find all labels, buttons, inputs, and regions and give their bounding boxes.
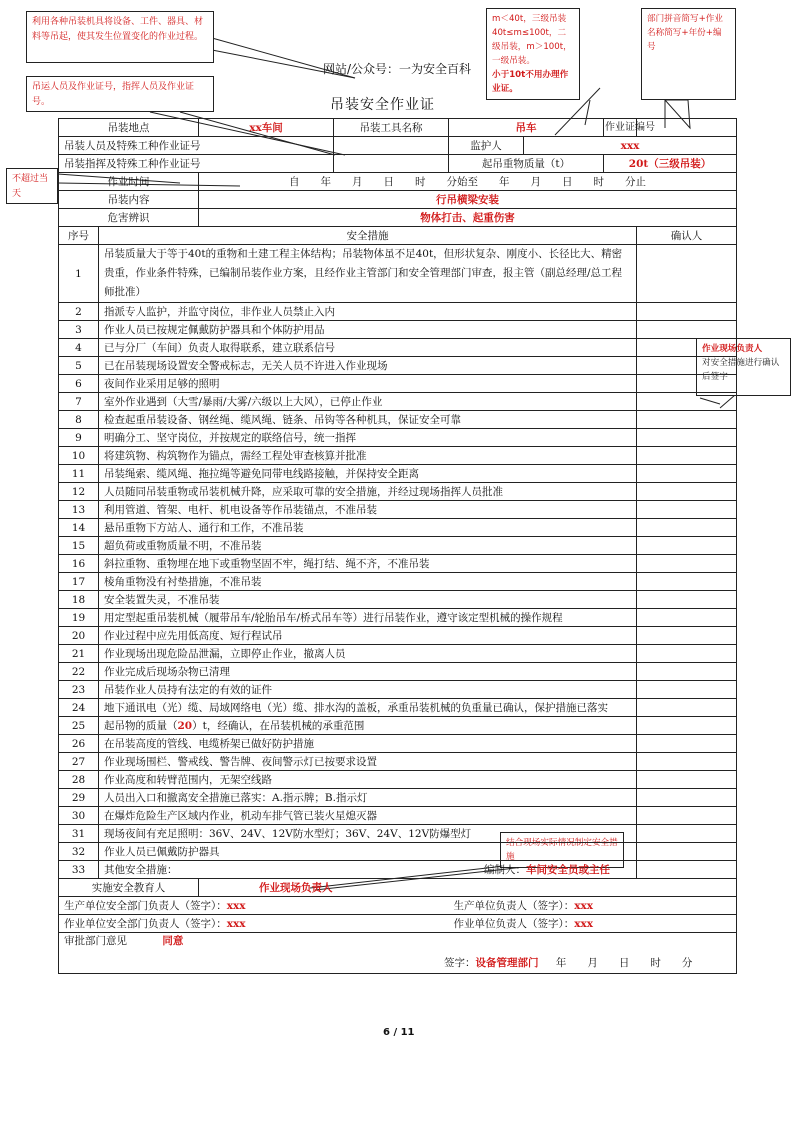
measure-row — [59, 357, 737, 375]
measure-number: 15 — [59, 537, 99, 555]
measure-confirm — [637, 591, 737, 609]
callout-personnel — [26, 76, 214, 112]
operation-head-sign — [449, 915, 737, 933]
measure-row — [59, 303, 737, 321]
content-label: 吊装内容 — [59, 191, 199, 209]
measure-number: 32 — [59, 843, 99, 861]
measure-confirm — [637, 681, 737, 699]
measure-text: 利用管道、管架、电杆、机电设备等作吊装锚点，不准吊装 — [99, 501, 637, 519]
measure-confirm — [637, 429, 737, 447]
measure-text: 用定型起重吊装机械（履带吊车/轮胎吊车/桥式吊车等）进行吊装作业，遵守该定型机械的操作规程 — [99, 609, 637, 627]
measure-number: 19 — [59, 609, 99, 627]
measure-confirm — [637, 735, 737, 753]
measure-row — [59, 699, 737, 717]
operation-safety-label: 作业单位安全部门负责人（签字）： — [64, 917, 227, 930]
measure-text: 超负荷或重物质量不明，不准吊装 — [99, 537, 637, 555]
measure-number: 5 — [59, 357, 99, 375]
measure-row — [59, 771, 737, 789]
measure-row — [59, 429, 737, 447]
measure-text: 作业过程中应先用低高度、短行程试吊 — [99, 627, 637, 645]
measure-text — [99, 717, 637, 735]
production-safety-sign — [59, 897, 449, 915]
measure-number: 1 — [59, 245, 99, 303]
col-measure-header: 安全措施 — [99, 227, 637, 245]
measure-number: 20 — [59, 627, 99, 645]
measure-text: 斜拉重物、重物埋在地下或重物坚固不牢，绳打结、绳不齐，不准吊装 — [99, 555, 637, 573]
weight-value: 20t（三级吊装） — [604, 155, 737, 173]
measure-text-pre: 起吊物的质量（ — [104, 719, 178, 732]
tool-label: 吊装工具名称 — [334, 119, 449, 137]
operation-safety-value: xxx — [226, 917, 246, 930]
measure-number: 12 — [59, 483, 99, 501]
measure-row — [59, 393, 737, 411]
callout-lift-grade — [486, 8, 580, 100]
measure-confirm — [637, 339, 737, 357]
col-no-header: 序号 — [59, 227, 99, 245]
compiler-value: 车间安全员或主任 — [526, 863, 610, 876]
measure-text: 悬吊重物下方站人、通行和工作，不准吊装 — [99, 519, 637, 537]
education-label: 实施安全教育人 — [59, 879, 199, 897]
measure-number: 13 — [59, 501, 99, 519]
measure-row — [59, 645, 737, 663]
measure-number: 26 — [59, 735, 99, 753]
measure-text: 吊装绳索、缆风绳、拖拉绳等避免同带电线路接触，并保持安全距离 — [99, 465, 637, 483]
measure-number: 3 — [59, 321, 99, 339]
hazard-label: 危害辨识 — [59, 209, 199, 227]
measure-number: 21 — [59, 645, 99, 663]
measure-text: 作业现场出现危险品泄漏，立即停止作业，撤离人员 — [99, 645, 637, 663]
page-number: 6 / 11 — [383, 1027, 415, 1038]
measure-row — [59, 573, 737, 591]
row-education — [59, 879, 737, 897]
callout-cert-number — [641, 8, 736, 100]
measure-text: 作业完成后现场杂物已清理 — [99, 663, 637, 681]
measure-text: 人员出入口和撤离安全措施已落实：A.指示牌；B.指示灯 — [99, 789, 637, 807]
row-sign-operation — [59, 915, 737, 933]
measure-number: 7 — [59, 393, 99, 411]
production-safety-value: xxx — [226, 899, 246, 912]
location-label: 吊装地点 — [59, 119, 199, 137]
callout-definition-text: 利用各种吊装机具将设备、工件、器具、材料等吊起，使其发生位置变化的作业过程。 — [32, 17, 204, 42]
measure-text: 吊装作业人员持有法定的有效的证件 — [99, 681, 637, 699]
measure-confirm — [637, 627, 737, 645]
measure-number: 31 — [59, 825, 99, 843]
measure-number: 2 — [59, 303, 99, 321]
website-label: 网站/公众号：一为安全百科 — [323, 62, 472, 76]
measure-text: 检查起重吊装设备、钢丝绳、缆风绳、链条、吊钩等各种机具，保证安全可靠 — [99, 411, 637, 429]
measure-row — [59, 861, 737, 879]
measure-confirm — [637, 573, 737, 591]
measure-text-post: ）t，经确认，在吊装机械的承重范围 — [192, 719, 365, 732]
measure-text: 在爆炸危险生产区域内作业，机动车排气管已装火星熄灭器 — [99, 807, 637, 825]
approval-value: 同意 — [162, 935, 184, 947]
measure-text-other: 其他安全措施： — [104, 863, 178, 876]
measure-number: 29 — [59, 789, 99, 807]
measure-text: 将建筑物、构筑物作为锚点，需经工程处审查核算并批准 — [99, 447, 637, 465]
row-measures-header — [59, 227, 737, 245]
measure-confirm — [637, 825, 737, 843]
measure-number: 9 — [59, 429, 99, 447]
measure-text: 吊装质量大于等于40t的重物和土建工程主体结构；吊装物体虽不足40t，但形状复杂、刚度小、长径比大、精密贵重，作业条件特殊，已编制吊装作业方案，且经作业主管部门和安全管理部门审查，报主管（副总经理/总工程师批准） — [99, 245, 637, 303]
measure-text: 现场夜间有充足照明：36V、24V、12V防水型灯；36V、24V、12V防爆型灯 — [99, 825, 637, 843]
measure-text — [99, 861, 637, 879]
measure-number: 16 — [59, 555, 99, 573]
callout-lift-grade-note: 小于10t不用办理作业证。 — [492, 70, 569, 94]
measure-row — [59, 789, 737, 807]
measure-row — [59, 483, 737, 501]
callout-site-leader-title: 作业现场负责人 — [702, 344, 763, 354]
callout-time-limit-text: 不超过当天 — [12, 174, 49, 199]
measure-confirm — [637, 465, 737, 483]
weight-label: 起吊重物质量（t） — [449, 155, 604, 173]
compiler-label: 编制人： — [484, 863, 526, 876]
education-value: 作业现场负责人 — [199, 879, 737, 897]
measure-row — [59, 591, 737, 609]
approval-date: 年 月 日 时 分 — [555, 957, 693, 969]
callout-definition — [26, 11, 214, 63]
measure-row — [59, 375, 737, 393]
callout-other-measures-text: 结合现场实际情况制定安全措施 — [506, 838, 618, 862]
measure-row — [59, 501, 737, 519]
measure-confirm — [637, 447, 737, 465]
measure-confirm — [637, 861, 737, 879]
measure-number: 33 — [59, 861, 99, 879]
commander-label: 吊装指挥及特殊工种作业证号 — [59, 155, 334, 173]
measure-weight-value: 20 — [177, 719, 193, 732]
measure-row — [59, 555, 737, 573]
production-head-label: 生产单位负责人（签字）： — [453, 899, 575, 912]
measure-row — [59, 735, 737, 753]
measure-text: 地下通讯电（光）缆、局域网络电（光）缆、排水沟的盖板，承重吊装机械的负重量已确认，保护措施已落实 — [99, 699, 637, 717]
measure-row — [59, 245, 737, 303]
hazard-value: 物体打击、起重伤害 — [199, 209, 737, 227]
measure-row — [59, 681, 737, 699]
measure-confirm — [637, 717, 737, 735]
callout-cert-number-text: 部门拼音简写+作业名称简写+年份+编号 — [647, 14, 723, 52]
measure-confirm — [637, 393, 737, 411]
row-sign-production — [59, 897, 737, 915]
measure-row — [59, 537, 737, 555]
measure-text: 已与分厂（车间）负责人取得联系，建立联系信号 — [99, 339, 637, 357]
measure-row — [59, 663, 737, 681]
measure-confirm — [637, 245, 737, 303]
row-content — [59, 191, 737, 209]
measure-confirm — [637, 843, 737, 861]
measure-row — [59, 717, 737, 735]
measure-confirm — [637, 807, 737, 825]
operation-head-label: 作业单位负责人（签字）： — [453, 917, 575, 930]
measure-confirm — [637, 375, 737, 393]
measure-number: 28 — [59, 771, 99, 789]
content-value: 行吊横梁安装 — [199, 191, 737, 209]
measure-row — [59, 843, 737, 861]
row-approval — [59, 933, 737, 974]
measure-row — [59, 321, 737, 339]
measure-row — [59, 411, 737, 429]
measure-text: 作业人员已佩戴防护器具 — [99, 843, 637, 861]
row-operator — [59, 137, 737, 155]
measure-number: 6 — [59, 375, 99, 393]
col-confirm-header: 确认人 — [637, 227, 737, 245]
measure-text: 夜间作业采用足够的照明 — [99, 375, 637, 393]
row-location — [59, 119, 737, 137]
guardian-value: xxx — [524, 137, 737, 155]
measure-text: 已在吊装现场设置安全警戒标志，无关人员不许进入作业现场 — [99, 357, 637, 375]
approval-sign-label: 签字： — [444, 957, 476, 969]
time-label: 作业时间 — [59, 173, 199, 191]
measure-confirm — [637, 411, 737, 429]
measure-number: 27 — [59, 753, 99, 771]
approval-sign-value: 设备管理部门 — [475, 957, 539, 969]
measure-confirm — [637, 357, 737, 375]
page-title: 吊装安全作业证 — [330, 97, 435, 113]
time-value: 自 年 月 日 时 分始至 年 月 日 时 分止 — [199, 173, 737, 191]
measure-text: 作业现场围栏、警戒线、警告牌、夜间警示灯已按要求设置 — [99, 753, 637, 771]
production-safety-label: 生产单位安全部门负责人（签字）： — [64, 899, 227, 912]
measure-text: 在吊装高度的管线、电缆桥架已做好防护措施 — [99, 735, 637, 753]
measure-number: 17 — [59, 573, 99, 591]
measure-row — [59, 825, 737, 843]
callout-time-limit — [6, 168, 58, 204]
measure-number: 4 — [59, 339, 99, 357]
measure-text: 室外作业遇到（大雪/暴雨/大雾/六级以上大风），已停止作业 — [99, 393, 637, 411]
measure-confirm — [637, 771, 737, 789]
measure-text: 作业人员已按规定佩戴防护器具和个体防护用品 — [99, 321, 637, 339]
lifting-permit-form — [58, 118, 737, 974]
measure-confirm — [637, 753, 737, 771]
measure-row — [59, 339, 737, 357]
measure-confirm — [637, 645, 737, 663]
measure-confirm — [637, 303, 737, 321]
measure-number: 24 — [59, 699, 99, 717]
measure-confirm — [637, 663, 737, 681]
measure-confirm — [637, 555, 737, 573]
measure-confirm — [637, 537, 737, 555]
operation-safety-sign — [59, 915, 449, 933]
production-head-sign — [449, 897, 737, 915]
measure-confirm — [637, 483, 737, 501]
measure-number: 14 — [59, 519, 99, 537]
measure-text: 棱角重物没有衬垫措施，不准吊装 — [99, 573, 637, 591]
cert-number-label: 作业证编号 — [604, 119, 637, 137]
approval-label: 审批部门意见 — [64, 935, 127, 947]
measure-row — [59, 465, 737, 483]
measure-row — [59, 753, 737, 771]
callout-lift-grade-text: m＜40t，三级吊装 40t≤m≤100t，二级吊装，m＞100t，一级吊装。 — [492, 14, 572, 66]
row-time — [59, 173, 737, 191]
measure-number: 23 — [59, 681, 99, 699]
row-hazard — [59, 209, 737, 227]
approval-cell — [59, 933, 737, 974]
row-commander — [59, 155, 737, 173]
measure-text: 指派专人监护，并监守岗位，非作业人员禁止入内 — [99, 303, 637, 321]
measures-list — [59, 245, 737, 879]
measure-text: 安全装置失灵，不准吊装 — [99, 591, 637, 609]
guardian-label: 监护人 — [449, 137, 524, 155]
measure-confirm — [637, 609, 737, 627]
callout-site-leader-text: 对安全措施进行确认后签字 — [702, 358, 780, 382]
measure-row — [59, 519, 737, 537]
measure-row — [59, 609, 737, 627]
measure-row — [59, 447, 737, 465]
measure-confirm — [637, 789, 737, 807]
measure-text: 作业高度和转臂范围内，无架空线路 — [99, 771, 637, 789]
measure-confirm — [637, 519, 737, 537]
measure-text: 人员随同吊装重物或吊装机械升降，应采取可靠的安全措施，并经过现场指挥人员批准 — [99, 483, 637, 501]
measure-text: 明确分工、坚守岗位，并按规定的联络信号，统一指挥 — [99, 429, 637, 447]
callout-personnel-text: 吊运人员及作业证号，指挥人员及作业证号。 — [32, 82, 195, 107]
measure-number: 11 — [59, 465, 99, 483]
measure-number: 25 — [59, 717, 99, 735]
measure-confirm — [637, 699, 737, 717]
measure-row — [59, 807, 737, 825]
measure-confirm — [637, 501, 737, 519]
measure-number: 8 — [59, 411, 99, 429]
production-head-value: xxx — [574, 899, 594, 912]
operation-head-value: xxx — [574, 917, 594, 930]
location-value: xx车间 — [199, 119, 334, 137]
measure-number: 10 — [59, 447, 99, 465]
measure-confirm — [637, 321, 737, 339]
measure-number: 22 — [59, 663, 99, 681]
tool-value: 吊车 — [449, 119, 604, 137]
measure-number: 18 — [59, 591, 99, 609]
measure-row — [59, 627, 737, 645]
operator-label: 吊装人员及特殊工种作业证号 — [59, 137, 334, 155]
measure-number: 30 — [59, 807, 99, 825]
